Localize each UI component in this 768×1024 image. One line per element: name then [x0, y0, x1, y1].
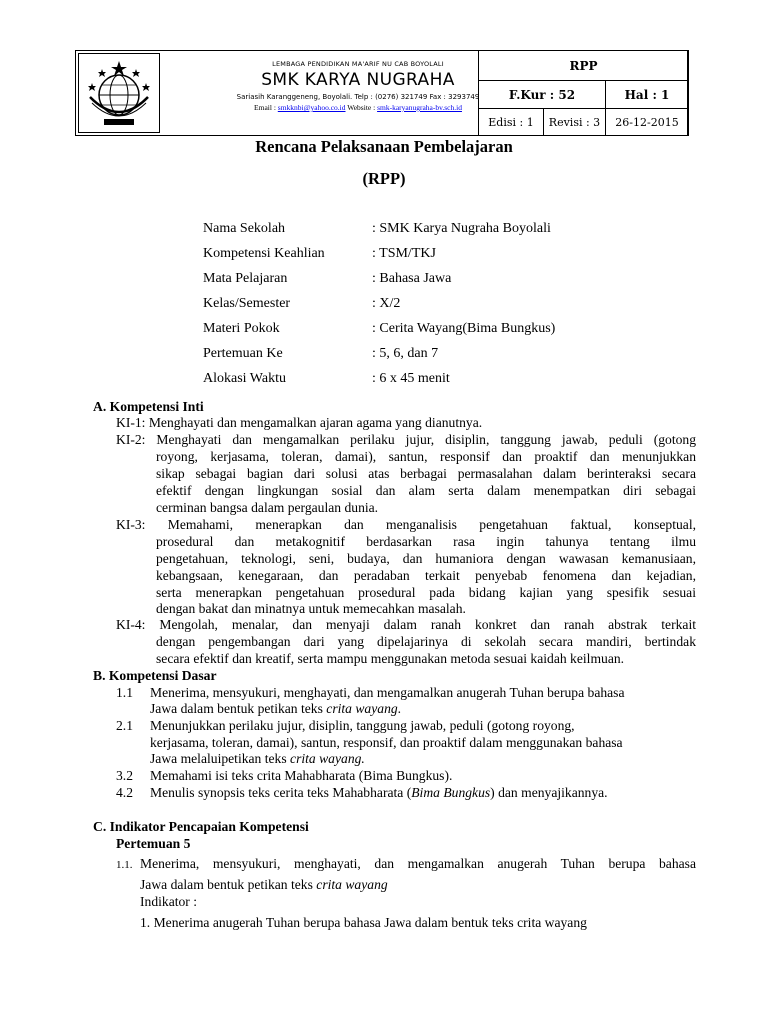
- ki2-line: cerminan bangsa dalam pergaulan dunia.: [156, 500, 379, 515]
- ki4-line: KI-4: Mengolah, menalar, dan menyaji dalam ranah konkret dan ranah abstrak terkait: [116, 617, 696, 632]
- section-c-heading: C. Indikator Pencapaian Kompetensi: [93, 819, 309, 834]
- ki4-line: secara efektif dan kreatif, serta mampu menggunakan metoda sesuai kaidah keilmuan.: [156, 651, 625, 666]
- identity-value: : Bahasa Jawa: [372, 271, 452, 286]
- identity-label: Materi Pokok: [203, 321, 280, 336]
- ki3-line: pengetahuan, teknologi, seni, budaya, dan humaniora dengan wawasan kemanusiaan,: [156, 551, 696, 566]
- indicator-line: Menerima, mensyukuri, menghayati, dan mengamalkan anugerah Tuhan berupa bahasa: [140, 856, 696, 871]
- ki3-line: kebangsaan, kenegaraan, dan peradaban terkait penyebab fenomena dan kejadian,: [156, 568, 696, 583]
- website-link[interactable]: smk-karyanugraha-bv.sch.id: [377, 103, 462, 112]
- ki3-line: prosedural dan metakognitif berdasarkan rasa ingin tahunya tentang ilmu: [156, 534, 696, 549]
- identity-value: : X/2: [372, 296, 401, 311]
- identity-label: Nama Sekolah: [203, 221, 286, 236]
- organization-name: LEMBAGA PENDIDIKAN MA'ARIF NU CAB BOYOLALI: [272, 60, 444, 68]
- identity-label: Kelas/Semester: [203, 296, 291, 311]
- kd-line: Menulis synopsis teks cerita teks Mahabharata (Bima Bungkus) dan menyajikannya.: [150, 785, 608, 800]
- identity-value: : Cerita Wayang(Bima Bungkus): [372, 321, 556, 336]
- ki3-line: serta menerapkan pengetahuan prosedural pada bidang kajian yang spesifik sesuai: [156, 585, 696, 600]
- page-cell: Hal : 1: [605, 80, 689, 109]
- school-name: SMK KARYA NUGRAHA: [261, 70, 455, 90]
- ki2-line: efektif dengan lingkungan sosial dan alam serta dalam menempatkan diri sebagai: [156, 483, 696, 498]
- ki2-line: KI-2: Menghayati dan mengamalkan perilaku jujur, disiplin, tanggung jawab, peduli (gotong: [116, 432, 696, 447]
- ki3-line: dengan bakat dan minatnya untuk memecahkan masalah.: [156, 601, 466, 616]
- kd-line: Menunjukkan perilaku jujur, disiplin, tanggung jawab, peduli (gotong royong,: [150, 718, 575, 733]
- edition-cell: Edisi : 1: [478, 108, 544, 136]
- fkur-cell: F.Kur : 52: [478, 80, 606, 109]
- revision-cell: Revisi : 3: [543, 108, 606, 136]
- document-title: Rencana Pelaksanaan Pembelajaran: [255, 137, 513, 156]
- indikator-label: Indikator :: [140, 894, 198, 909]
- kd-number: 3.2: [116, 768, 133, 783]
- kd-number: 4.2: [116, 785, 133, 800]
- identity-value: : 5, 6, dan 7: [372, 346, 439, 361]
- section-a-heading: A. Kompetensi Inti: [93, 399, 204, 414]
- identity-value: : 6 x 45 menit: [372, 371, 450, 386]
- website-label: Website :: [345, 103, 378, 112]
- indicator-number: 1.1.: [116, 859, 133, 871]
- indicator-item: 1. Menerima anugerah Tuhan berupa bahasa Jawa dalam bentuk teks crita wayang: [140, 915, 587, 930]
- email-link[interactable]: smkknbi@yahoo.co.id: [277, 103, 346, 112]
- ki3-line: KI-3: Memahami, menerapkan dan menganalisis pengetahuan faktual, konseptual,: [116, 517, 696, 532]
- ki1-text: KI-1: Menghayati dan mengamalkan ajaran agama yang dianutnya.: [116, 415, 483, 430]
- date-cell: 26-12-2015: [605, 108, 689, 136]
- identity-value: : TSM/TKJ: [372, 246, 436, 261]
- identity-value: : SMK Karya Nugraha Boyolali: [372, 221, 551, 236]
- kd-number: 2.1: [116, 718, 133, 733]
- school-logo: [78, 53, 160, 133]
- kd-line: Jawa dalam bentuk petikan teks crita wayang.: [150, 701, 402, 716]
- section-b-heading: B. Kompetensi Dasar: [93, 668, 217, 683]
- document-info-table: [478, 50, 689, 136]
- doc-type-cell: RPP: [478, 50, 689, 81]
- identity-label: Pertemuan Ke: [203, 346, 283, 361]
- kd-line: Memahami isi teks crita Mahabharata (Bima Bungkus).: [150, 768, 453, 783]
- school-address: Sariasih Karanggeneng, Boyolali. Telp : (0276) 321749 Fax : 3293749: [236, 93, 480, 101]
- identity-label: Alokasi Waktu: [203, 371, 286, 386]
- kd-number: 1.1: [116, 685, 133, 700]
- letterhead: [75, 50, 688, 136]
- nu-globe-icon: [82, 57, 156, 129]
- ki2-line: royong, kerjasama, toleran, damai), santun, responsif dan proaktif dan menunjukkan: [156, 449, 696, 464]
- identity-label: Kompetensi Keahlian: [203, 246, 325, 261]
- ki4-line: dengan pengembangan dari yang dipelajarinya di sekolah secara mandiri, bertindak: [156, 634, 696, 649]
- pertemuan-heading: Pertemuan 5: [116, 836, 191, 851]
- kd-line: Menerima, mensyukuri, menghayati, dan mengamalkan anugerah Tuhan berupa bahasa: [150, 685, 625, 700]
- identity-label: Mata Pelajaran: [203, 271, 288, 286]
- kd-line: Jawa melaluipetikan teks crita wayang.: [150, 751, 365, 766]
- kd-line: kerjasama, toleran, damai), santun, responsif, dan proaktif dalam menggunakan bahasa: [150, 735, 623, 750]
- email-label: Email :: [254, 103, 278, 112]
- document-subtitle: (RPP): [362, 169, 406, 188]
- indicator-line: Jawa dalam bentuk petikan teks crita wayang: [140, 877, 388, 892]
- ki2-line: sikap sebagai bagian dari solusi atas berbagai permasalahan dalam berinteraksi secara: [156, 466, 696, 481]
